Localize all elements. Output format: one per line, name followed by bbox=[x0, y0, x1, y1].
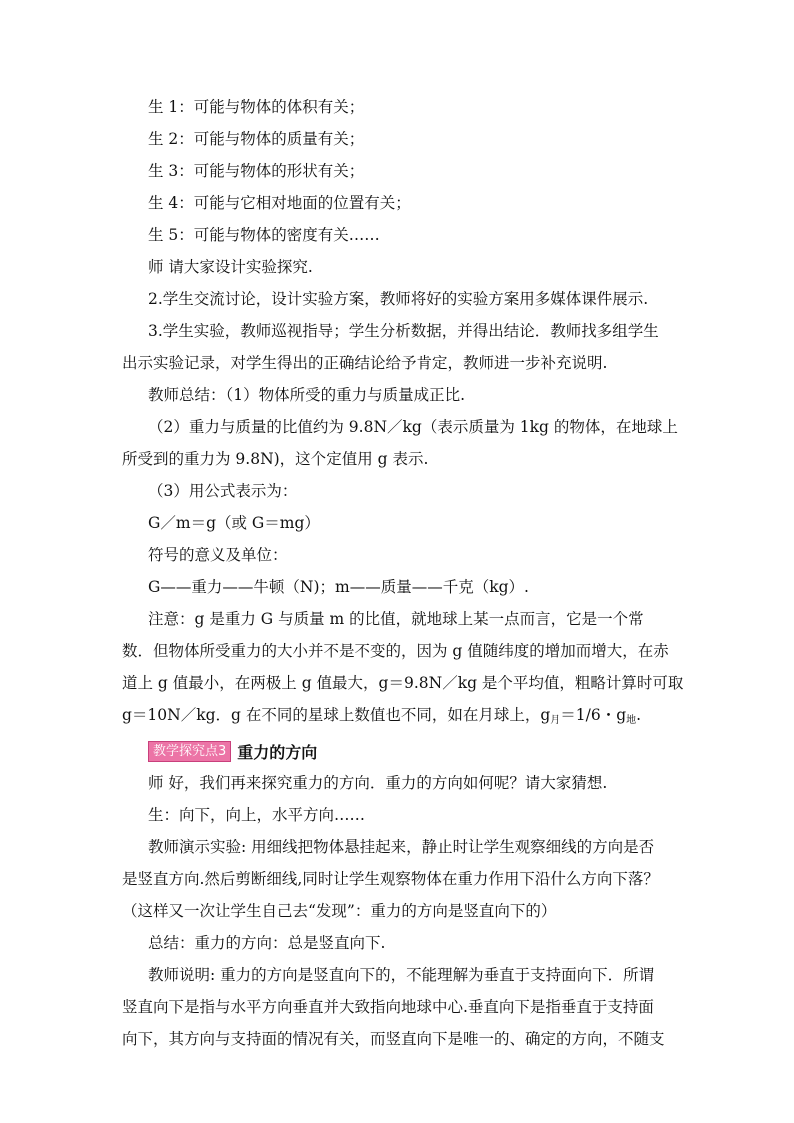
section-title: 重力的方向 bbox=[237, 742, 318, 762]
note-paragraph-cont-1: 数．但物体所受重力的大小并不是不变的，因为 g 值随纬度的增加而增大，在赤 bbox=[122, 642, 669, 660]
step-3-paragraph: 3.学生实验，教师巡视指导；学生分析数据，并得出结论．教师找多组学生 bbox=[148, 322, 659, 340]
summary-point-2: （2）重力与质量的比值约为 9.8N／kg（表示质量为 1kg 的物体，在地球上 bbox=[148, 418, 678, 436]
student-answer: 生：向下，向上，水平方向…… bbox=[148, 806, 366, 824]
teacher-explanation-cont-1: 竖直向下是指与水平方向垂直并大致指向地球中心.垂直向下是指垂直于支持面 bbox=[122, 998, 654, 1016]
student-guess-4: 生 4：可能与它相对地面的位置有关； bbox=[148, 194, 411, 212]
teacher-question: 师 好，我们再来探究重力的方向．重力的方向如何呢？请大家猜想. bbox=[148, 774, 608, 792]
section-heading bbox=[148, 740, 317, 762]
student-guess-5: 生 5：可能与物体的密度有关…… bbox=[148, 226, 380, 244]
student-guess-2: 生 2：可能与物体的质量有关； bbox=[148, 130, 365, 148]
student-guess-1: 生 1：可能与物体的体积有关； bbox=[148, 98, 365, 116]
symbol-units: G——重力——牛顿（N)；m——质量——千克（kg）. bbox=[148, 578, 529, 596]
step-2-paragraph: 2.学生交流讨论，设计实验方案，教师将好的实验方案用多媒体课件展示. bbox=[148, 290, 649, 308]
note-paragraph-cont-2: 道上 g 值最小，在两极上 g 值最大，g＝9.8N／kg 是个平均值，粗略计算时可取 bbox=[122, 674, 684, 692]
section-badge: 教学探究点3 bbox=[148, 741, 231, 762]
earth-subscript: 地 bbox=[626, 715, 637, 726]
note-text: g＝10N／kg．g 在不同的星球上数值也不同，如在月球上，g bbox=[122, 706, 551, 724]
note-paragraph: 注意：g 是重力 G 与质量 m 的比值，就地球上某一点而言，它是一个常 bbox=[148, 610, 644, 628]
demo-paragraph-cont-2: （这样又一次让学生自己去“发现”：重力的方向是竖直向下的） bbox=[122, 902, 557, 920]
note-paragraph-cont-3 bbox=[122, 705, 641, 731]
demo-paragraph: 教师演示实验: 用细线把物体悬挂起来，静止时让学生观察细线的方向是否 bbox=[148, 838, 655, 856]
demo-paragraph-cont-1: 是竖直方向.然后剪断细线,同时让学生观察物体在重力作用下沿什么方向下落？ bbox=[122, 870, 659, 888]
teacher-explanation-cont-2: 向下，其方向与支持面的情况有关，而竖直向下是唯一的、确定的方向，不随支 bbox=[122, 1030, 665, 1048]
moon-subscript: 月 bbox=[550, 715, 561, 726]
symbol-meaning-heading: 符号的意义及单位： bbox=[148, 546, 288, 564]
formula: G／m＝g（或 G＝mg） bbox=[148, 514, 320, 532]
note-period: . bbox=[636, 706, 642, 724]
direction-summary: 总结：重力的方向：总是竖直向下. bbox=[148, 934, 386, 952]
student-guess-3: 生 3：可能与物体的形状有关； bbox=[148, 162, 365, 180]
teacher-explanation: 教师说明: 重力的方向是竖直向下的，不能理解为垂直于支持面向下．所谓 bbox=[148, 966, 655, 984]
teacher-prompt: 师 请大家设计实验探究. bbox=[148, 258, 313, 276]
teacher-summary: 教师总结：（1）物体所受的重力与质量成正比. bbox=[148, 386, 466, 404]
summary-point-3: （3）用公式表示为： bbox=[148, 482, 298, 500]
note-text-2: ＝1/6・g bbox=[560, 706, 627, 724]
summary-point-2-cont: 所受到的重力为 9.8N)，这个定值用 g 表示. bbox=[122, 450, 429, 468]
step-3-paragraph-cont: 出示实验记录，对学生得出的正确结论给予肯定，教师进一步补充说明. bbox=[122, 354, 608, 372]
